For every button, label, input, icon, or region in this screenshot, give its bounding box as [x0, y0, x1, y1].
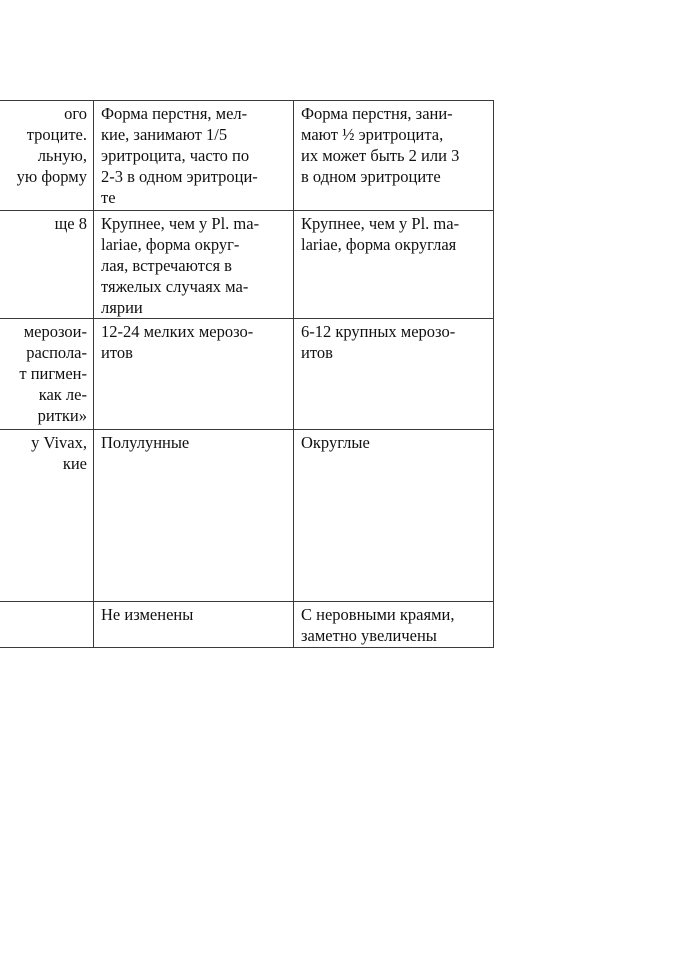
- table-cell-cut: ще 8: [0, 211, 94, 319]
- table-cell-cut: мерозои- располa- т пигмен- как ле- ритки»: [0, 319, 94, 430]
- table-cell: Округлые: [294, 430, 494, 602]
- table-row: [0, 319, 494, 430]
- table-cell: Крупнее, чем у Pl. ma- lariae, форма округлая: [294, 211, 494, 319]
- table-cell: 6-12 крупных мерозо- итов: [294, 319, 494, 430]
- table-row: [0, 101, 494, 211]
- table-cell: Не изменены: [94, 602, 294, 648]
- table-row: [0, 430, 494, 602]
- table-cell-cut: у Vivax, кие: [0, 430, 94, 602]
- table-row: [0, 602, 494, 648]
- table-cell: Крупнее, чем у Pl. ma- lariae, форма округ- лая, встречаются в тяжелых случаях ма- лярии: [94, 211, 294, 319]
- table-cell-cut: ого троците. льную, ую форму: [0, 101, 94, 211]
- table-row: [0, 211, 494, 319]
- table-cell: 12-24 мелких мерозо- итов: [94, 319, 294, 430]
- table-cell-cut: [0, 602, 94, 648]
- table-cell: Форма перстня, мел- кие, занимают 1/5 эритроцита, часто по 2-3 в одном эритроци- те: [94, 101, 294, 211]
- table-cell: Полулунные: [94, 430, 294, 602]
- table-cell: Форма перстня, зани- мают ½ эритроцита, их может быть 2 или 3 в одном эритроците: [294, 101, 494, 211]
- table-cell: С неровными краями, заметно увеличены: [294, 602, 494, 648]
- comparison-table: [0, 100, 494, 648]
